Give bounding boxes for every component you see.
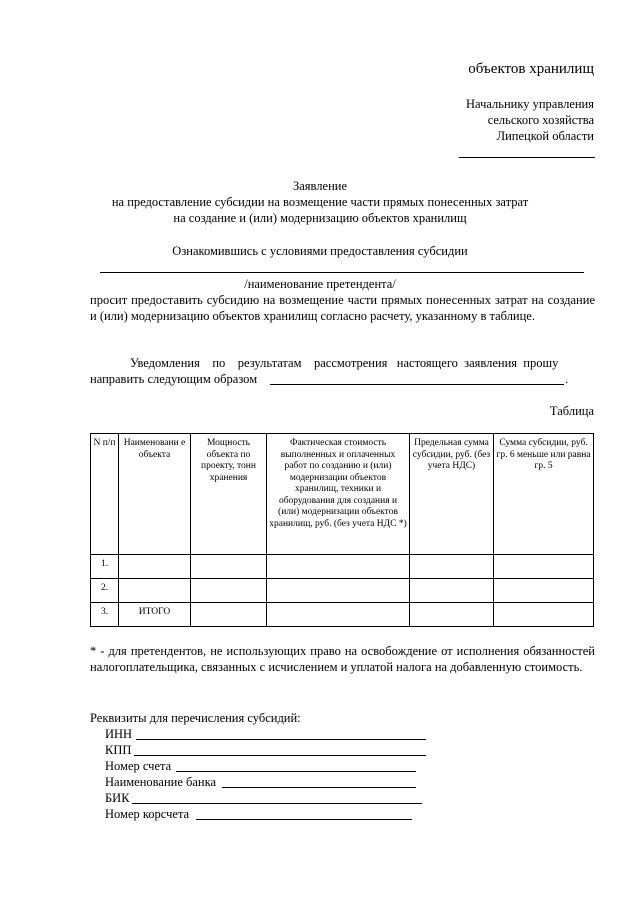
intro-text: Ознакомившись с условиями предоставления субсидии bbox=[172, 244, 468, 258]
recipient-line-3: Липецкой области bbox=[496, 129, 594, 143]
row-subsidy-amount[interactable] bbox=[494, 579, 594, 603]
row-actual-cost[interactable] bbox=[267, 555, 410, 579]
header-max-subsidy: Предельная сумма субсидии, руб. (без учета НДС) bbox=[410, 434, 494, 555]
subsidy-table bbox=[90, 433, 594, 627]
requisite-kpp-label: КПП bbox=[105, 743, 132, 757]
requisite-inn-line[interactable] bbox=[136, 739, 426, 740]
header-actual-cost: Фактическая стоимость выполненных и оплаченных работ по созданию и (или) модернизации объектов хранилищ, техники и оборудования для создания и (или) модернизации объектов хранилищ, руб. (без учета НДС *) bbox=[267, 434, 410, 555]
header-capacity: Мощность объекта по проекту, тонн хранения bbox=[191, 434, 267, 555]
requisite-bank-label: Наименование банка bbox=[105, 775, 217, 789]
row-subsidy-amount[interactable] bbox=[494, 555, 594, 579]
table-row bbox=[91, 555, 594, 579]
requisite-corr-account-label: Номер корсчета bbox=[105, 807, 190, 821]
requisite-corr-account-line[interactable] bbox=[196, 819, 412, 820]
notification-suffix: . bbox=[565, 372, 569, 386]
document-title-line-3: на создание и (или) модернизацию объектов хранилищ bbox=[173, 211, 467, 225]
row-capacity[interactable] bbox=[191, 555, 267, 579]
requisite-bik-line[interactable] bbox=[132, 803, 422, 804]
row-capacity[interactable] bbox=[191, 603, 267, 627]
row-actual-cost[interactable] bbox=[267, 603, 410, 627]
header-number: N п/п bbox=[91, 434, 119, 555]
row-actual-cost[interactable] bbox=[267, 579, 410, 603]
row-number: 2. bbox=[91, 579, 119, 603]
requisite-inn-label: ИНН bbox=[105, 727, 133, 741]
document-title-line-2: на предоставление субсидии на возмещение части прямых понесенных затрат bbox=[111, 195, 529, 209]
requisite-bank-line[interactable] bbox=[222, 787, 416, 788]
footnote: * - для претендентов, не использующих право на освобождение от исполнения обязанностей налогоплательщика, связанных с исчислением и уплатой налога на добавленную стоимость. bbox=[90, 644, 595, 674]
notification-method-line[interactable] bbox=[270, 384, 564, 385]
notification-line-1: Уведомления по результатам рассмотрения настоящего заявления прошу bbox=[130, 356, 559, 370]
header-object-name: Наименовани е объекта bbox=[119, 434, 191, 555]
request-paragraph: просит предоставить субсидию на возмещение части прямых понесенных затрат на создание и (или) модернизацию объектов хранилищ согласно расчету, указанному в таблице. bbox=[90, 293, 595, 323]
table-header-row bbox=[91, 434, 594, 555]
table-row-total bbox=[91, 603, 594, 627]
row-object-name[interactable] bbox=[119, 555, 191, 579]
row-object-name[interactable] bbox=[119, 579, 191, 603]
document-subject: объектов хранилищ bbox=[468, 61, 594, 77]
row-subsidy-amount[interactable] bbox=[494, 603, 594, 627]
row-number: 1. bbox=[91, 555, 119, 579]
row-max-subsidy[interactable] bbox=[410, 555, 494, 579]
requisites-title: Реквизиты для перечисления субсидий: bbox=[90, 711, 301, 725]
requisite-account-line[interactable] bbox=[176, 771, 416, 772]
requisite-account-label: Номер счета bbox=[105, 759, 172, 773]
row-max-subsidy[interactable] bbox=[410, 603, 494, 627]
row-number: 3. bbox=[91, 603, 119, 627]
applicant-caption: /наименование претендента/ bbox=[244, 277, 396, 291]
requisite-kpp-line[interactable] bbox=[134, 755, 426, 756]
table-label: Таблица bbox=[549, 404, 594, 418]
header-subsidy-amount: Сумма субсидии, руб. гр. 6 меньше или равна гр. 5 bbox=[494, 434, 594, 555]
applicant-name-line[interactable] bbox=[100, 272, 584, 273]
notification-prefix: направить следующим образом bbox=[90, 372, 258, 386]
requisite-bik-label: БИК bbox=[105, 791, 130, 805]
document-title: Заявление bbox=[292, 179, 347, 193]
row-capacity[interactable] bbox=[191, 579, 267, 603]
recipient-line-1: Начальнику управления bbox=[466, 97, 594, 111]
table-row bbox=[91, 579, 594, 603]
row-object-name: ИТОГО bbox=[119, 603, 191, 627]
recipient-signature-line bbox=[459, 157, 595, 158]
row-max-subsidy[interactable] bbox=[410, 579, 494, 603]
recipient-line-2: сельского хозяйства bbox=[487, 113, 594, 127]
